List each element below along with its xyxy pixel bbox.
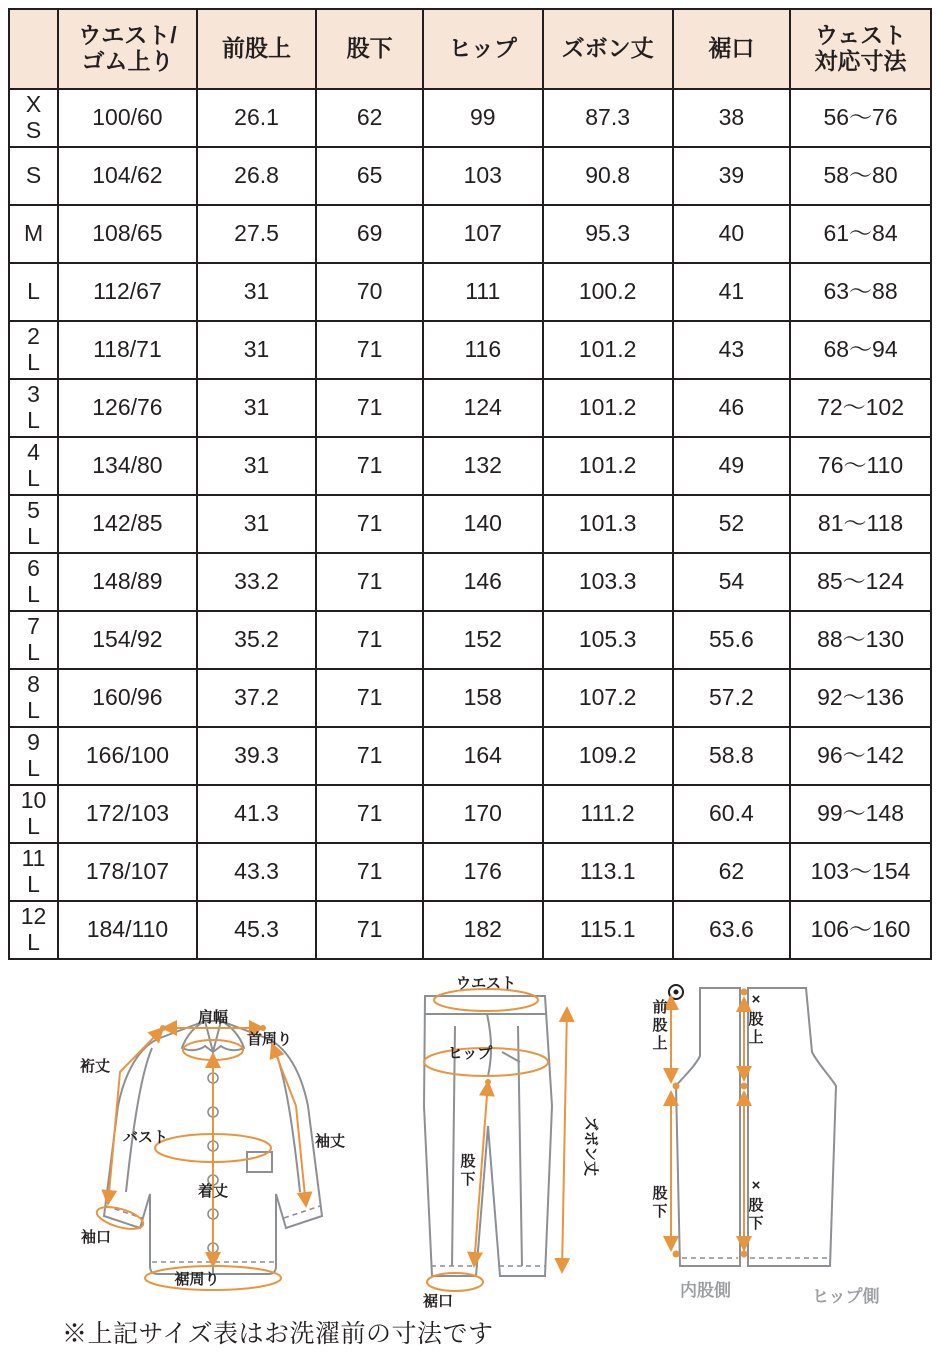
cell-waist: 126/76 [58,379,197,437]
cell-waist-fit: 58〜80 [790,147,931,205]
label-front-under-l2: 下 [652,1203,668,1220]
label-back-rise-l1: 股 [748,1011,764,1028]
cell-waist-fit: 56〜76 [790,89,931,147]
label-pants-hem: 裾口 [422,1293,454,1310]
label-pants-hip: ヒップ [447,1045,493,1062]
cell-hem: 60.4 [673,785,790,843]
table-row [9,147,931,205]
header-fit-line2: 対応寸法 [814,48,907,74]
cell-hip: 99 [423,89,543,147]
size-label-part: 9 [27,729,40,756]
table-row [9,379,931,437]
cell-inseam: 71 [316,437,423,495]
size-label-part: L [27,813,40,839]
cell-inseam: 71 [316,785,423,843]
cell-inseam: 71 [316,553,423,611]
cell-waist: 172/103 [58,785,197,843]
cell-front-rise: 45.3 [197,901,317,959]
label-hip-side: ヒップ側 [812,1287,880,1306]
cell-size [9,437,58,495]
cell-waist-fit: 81〜118 [790,495,931,553]
cell-size [9,89,58,147]
label-inner-side: 内股側 [680,1281,731,1300]
cell-pants-length: 107.2 [543,669,673,727]
size-label-part: 6 [27,555,40,582]
cell-waist-fit: 96〜142 [790,727,931,785]
cell-inseam: 71 [316,669,423,727]
cell-size [9,321,58,379]
table-row [9,785,931,843]
label-pants-length: ズボン丈 [582,1115,599,1177]
cell-pants-length: 90.8 [543,147,673,205]
cell-hem: 63.6 [673,901,790,959]
cell-hem: 52 [673,495,790,553]
cell-inseam: 62 [316,89,423,147]
cell-hip: 158 [423,669,543,727]
label-back-under-l1: 股 [748,1197,764,1214]
cell-waist-fit: 61〜84 [790,205,931,263]
table-header-row [9,9,931,89]
cell-size [9,205,58,263]
label-rise-mark-top: × [751,991,761,1008]
cell-hem: 39 [673,147,790,205]
header-cell-hem: 裾口 [673,9,790,89]
pants-illustration [422,975,599,1310]
cell-hem: 55.6 [673,611,790,669]
cell-pants-length: 100.2 [543,263,673,321]
label-yuki: 裄丈 [79,1058,110,1075]
cell-front-rise: 37.2 [197,669,317,727]
cell-size [9,147,58,205]
table-row [9,263,931,321]
size-label-part: L [27,523,40,549]
cell-hem: 58.8 [673,727,790,785]
size-label-part: L [27,755,40,781]
cell-waist: 118/71 [58,321,197,379]
header-waist-line2: ゴム上り [81,48,174,74]
size-label-part: L [27,697,40,723]
table-row [9,553,931,611]
size-label-part: 5 [27,497,40,524]
table-row [9,901,931,959]
cell-size [9,553,58,611]
cell-front-rise: 41.3 [197,785,317,843]
size-label-part: 8 [27,671,40,698]
cell-waist: 142/85 [58,495,197,553]
header-cell-size [9,9,58,89]
cell-size [9,727,58,785]
header-cell-front-rise: 前股上 [197,9,317,89]
table-row [9,495,931,553]
size-label-part: L [27,929,40,955]
cell-hip: 103 [423,147,543,205]
cell-front-rise: 27.5 [197,205,317,263]
size-label-part: L [27,278,40,305]
label-sleeve-length: 袖丈 [314,1133,346,1150]
cell-waist: 184/110 [58,901,197,959]
label-back-under-l2: 下 [748,1215,764,1232]
cell-hem: 54 [673,553,790,611]
cell-waist-fit: 106〜160 [790,901,931,959]
cell-inseam: 70 [316,263,423,321]
cell-inseam: 71 [316,843,423,901]
cell-hip: 146 [423,553,543,611]
measurement-illustrations [0,966,940,1356]
cell-waist: 160/96 [58,669,197,727]
label-front-rise-l3: 上 [652,1035,668,1052]
cell-waist-fit: 63〜88 [790,263,931,321]
cell-front-rise: 31 [197,495,317,553]
cell-inseam: 71 [316,727,423,785]
label-front-under-l1: 股 [652,1185,668,1202]
size-label-part: L [27,465,40,491]
cell-hip: 152 [423,611,543,669]
size-label-part: S [25,117,42,143]
cell-pants-length: 105.3 [543,611,673,669]
cell-inseam: 71 [316,901,423,959]
header-waist-line1: ウエスト/ [78,22,177,49]
cell-front-rise: 31 [197,263,317,321]
rise-illustration [652,985,879,1306]
cell-front-rise: 43.3 [197,843,317,901]
cell-waist-fit: 76〜110 [790,437,931,495]
size-label-part: 2 [27,323,40,350]
cell-waist: 148/89 [58,553,197,611]
cell-hem: 40 [673,205,790,263]
size-label-part: X [25,91,42,118]
table-row [9,843,931,901]
cell-size [9,495,58,553]
cell-waist-fit: 72〜102 [790,379,931,437]
cell-size [9,379,58,437]
cell-front-rise: 31 [197,437,317,495]
jacket-illustration [80,1008,345,1290]
cell-hem: 49 [673,437,790,495]
cell-size [9,843,58,901]
cell-waist-fit: 92〜136 [790,669,931,727]
cell-hem: 41 [673,263,790,321]
size-chart-page [0,8,940,1368]
cell-pants-length: 115.1 [543,901,673,959]
size-label-part: 10 [20,787,47,814]
cell-pants-length: 101.2 [543,379,673,437]
cell-front-rise: 35.2 [197,611,317,669]
cell-front-rise: 31 [197,379,317,437]
cell-waist-fit: 99〜148 [790,785,931,843]
cell-waist-fit: 85〜124 [790,553,931,611]
label-bust: バスト [122,1129,168,1146]
cell-hip: 176 [423,843,543,901]
label-hem-round: 裾周り [174,1271,220,1288]
cell-inseam: 71 [316,321,423,379]
cell-size [9,901,58,959]
label-pants-inseam-l2: 下 [460,1171,476,1188]
cell-waist-fit: 68〜94 [790,321,931,379]
cell-pants-length: 103.3 [543,553,673,611]
rise-markers [669,985,748,1258]
cell-hip: 124 [423,379,543,437]
size-label-part: S [25,162,42,189]
size-table [8,8,932,960]
cell-pants-length: 101.3 [543,495,673,553]
size-table-head [9,9,931,89]
cell-front-rise: 26.1 [197,89,317,147]
label-pants-waist: ウエスト [455,975,517,992]
cell-size [9,611,58,669]
size-table-body [9,89,931,959]
cell-waist: 112/67 [58,263,197,321]
table-row [9,437,931,495]
label-shoulder-width: 肩幅 [197,1009,229,1026]
table-row [9,727,931,785]
size-label-part: L [27,407,40,433]
table-row [9,669,931,727]
label-front-rise-l1: 前 [652,999,668,1016]
label-front-rise-l2: 股 [652,1017,668,1034]
cell-hem: 43 [673,321,790,379]
table-row [9,89,931,147]
cell-hip: 116 [423,321,543,379]
cell-waist: 166/100 [58,727,197,785]
cell-hem: 57.2 [673,669,790,727]
header-cell-pants-length: ズボン丈 [543,9,673,89]
cell-pants-length: 101.2 [543,437,673,495]
cell-front-rise: 26.8 [197,147,317,205]
size-label-part: L [27,639,40,665]
size-label-part: 7 [27,613,40,640]
cell-waist-fit: 103〜154 [790,843,931,901]
table-row [9,321,931,379]
cell-pants-length: 109.2 [543,727,673,785]
label-back-rise-l2: 上 [748,1029,764,1046]
cell-pants-length: 111.2 [543,785,673,843]
header-cell-waist [58,9,197,89]
cell-waist-fit: 88〜130 [790,611,931,669]
cell-inseam: 65 [316,147,423,205]
label-neck: 首周り [247,1031,293,1048]
cell-waist: 178/107 [58,843,197,901]
cell-inseam: 71 [316,379,423,437]
table-row [9,611,931,669]
cell-pants-length: 87.3 [543,89,673,147]
cell-inseam: 69 [316,205,423,263]
pre-wash-note: ※上記サイズ表はお洗濯前の寸法です [62,1320,494,1348]
cell-hip: 132 [423,437,543,495]
cell-hip: 140 [423,495,543,553]
cell-hip: 182 [423,901,543,959]
cell-hip: 170 [423,785,543,843]
size-label-part: 11 [21,845,46,872]
cell-waist: 134/80 [58,437,197,495]
cell-waist: 154/92 [58,611,197,669]
cell-pants-length: 101.2 [543,321,673,379]
header-cell-hip: ヒップ [423,9,543,89]
cell-pants-length: 113.1 [543,843,673,901]
size-label-part: 3 [27,381,40,408]
cell-inseam: 71 [316,611,423,669]
cell-inseam: 71 [316,495,423,553]
cell-hem: 38 [673,89,790,147]
cell-hip: 111 [423,263,543,321]
size-label-part: 4 [27,439,40,466]
illustration-svg [0,966,940,1356]
size-label-part: M [23,220,44,247]
size-label-part: 12 [20,903,47,930]
cell-size [9,785,58,843]
cell-waist: 108/65 [58,205,197,263]
label-body-length: 着丈 [197,1183,229,1200]
label-rise-mark-bottom: × [751,1177,761,1194]
size-label-part: L [27,871,40,897]
header-cell-waist-fit [790,9,931,89]
cell-hem: 46 [673,379,790,437]
size-label-part: L [27,581,40,607]
cell-front-rise: 31 [197,321,317,379]
cell-front-rise: 33.2 [197,553,317,611]
cell-size [9,669,58,727]
label-cuff: 袖口 [80,1229,112,1246]
table-row [9,205,931,263]
cell-hip: 164 [423,727,543,785]
cell-waist: 104/62 [58,147,197,205]
size-label-part: L [27,349,40,375]
cell-pants-length: 95.3 [543,205,673,263]
header-cell-inseam: 股下 [316,9,423,89]
cell-waist: 100/60 [58,89,197,147]
label-pants-inseam-l1: 股 [460,1153,476,1170]
cell-hem: 62 [673,843,790,901]
cell-front-rise: 39.3 [197,727,317,785]
cell-hip: 107 [423,205,543,263]
cell-size [9,263,58,321]
header-fit-line1: ウェスト [815,22,907,49]
